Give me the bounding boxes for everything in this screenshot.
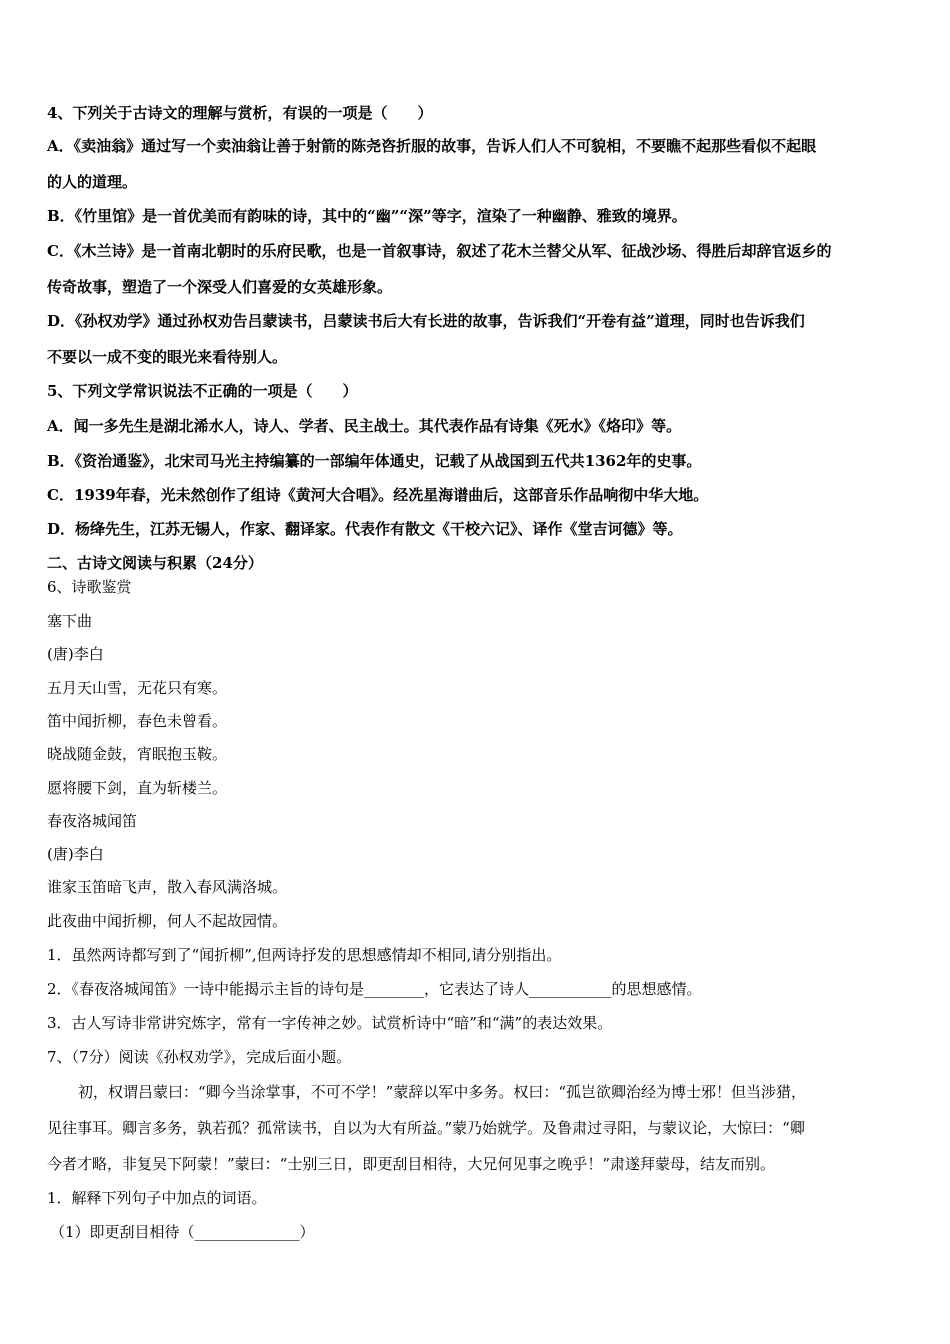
q4-option-b: B．《竹里馆》是一首优美而有韵味的诗，其中的“幽”“深”等字，渲染了一种幽静、雅致的境界。 bbox=[47, 207, 687, 225]
q5-option-b: B．《资治通鉴》，北宋司马光主持编纂的一部编年体通史，记载了从战国到五代共1362年的史事。 bbox=[47, 452, 702, 470]
q4-option-d-line1: D．《孙权劝学》通过孙权劝告吕蒙读书，吕蒙读书后大有长进的故事，告诉我们“开卷有益”道理，同时也告诉我们 bbox=[47, 312, 805, 330]
poem1-line-3: 晓战随金鼓，宵眠抱玉鞍。 bbox=[47, 745, 228, 763]
q6-stem: 6、诗歌鉴赏 bbox=[47, 578, 132, 596]
q7-passage-line-3: 今者才略，非复吴下阿蒙！”蒙曰：“士别三日，即更刮目相待，大兄何见事之晚乎！”肃遂拜蒙母，结友而别。 bbox=[47, 1155, 776, 1173]
q4-option-a-line2: 的人的道理。 bbox=[47, 173, 138, 191]
q5-option-d: D．杨绛先生，江苏无锡人，作家、翻译家。代表作有散文《干校六记》、译作《堂吉诃德》等。 bbox=[47, 520, 683, 538]
q7-stem: 7、（7分）阅读《孙权劝学》，完成后面小题。 bbox=[47, 1048, 352, 1066]
q5-option-a: A．闻一多先生是湖北浠水人，诗人、学者、民主战士。其代表作品有诗集《死水》《烙印》等。 bbox=[47, 417, 682, 435]
poem1-line-2: 笛中闻折柳，春色未曾看。 bbox=[47, 712, 228, 730]
poem2-line-1: 谁家玉笛暗飞声，散入春风满洛城。 bbox=[47, 878, 288, 896]
q4-stem: 4、下列关于古诗文的理解与赏析，有误的一项是（ ） bbox=[47, 104, 433, 122]
poem1-line-4: 愿将腰下剑，直为斩楼兰。 bbox=[47, 779, 228, 797]
q6-subquestion-2: 2．《春夜洛城闻笛》一诗中能揭示主旨的诗句是________，它表达了诗人___________的思想感情。 bbox=[47, 980, 702, 998]
q7-subquestion-1-item-1: （1）即更刮目相待（______________） bbox=[50, 1223, 315, 1241]
q4-option-c-line1: C．《木兰诗》是一首南北朝时的乐府民歌，也是一首叙事诗，叙述了花木兰替父从军、征战沙场、得胜后却辞官返乡的 bbox=[47, 242, 832, 260]
section-2-heading: 二、古诗文阅读与积累（24分） bbox=[47, 554, 263, 572]
q4-option-d-line2: 不要以一成不变的眼光来看待别人。 bbox=[47, 348, 288, 366]
q5-stem: 5、下列文学常识说法不正确的一项是（ ） bbox=[47, 382, 358, 400]
q7-subquestion-1: 1．解释下列句子中加点的词语。 bbox=[47, 1189, 267, 1207]
q4-option-a-line1: A．《卖油翁》通过写一个卖油翁让善于射箭的陈尧咨折服的故事，告诉人们人不可貌相，不要瞧不起那些看似不起眼 bbox=[47, 137, 817, 155]
poem2-title: 春夜洛城闻笛 bbox=[47, 812, 138, 830]
poem1-line-1: 五月天山雪，无花只有寒。 bbox=[47, 679, 228, 697]
q5-option-c: C．1939年春，光未然创作了组诗《黄河大合唱》。经冼星海谱曲后，这部音乐作品响彻中华大地。 bbox=[47, 486, 709, 504]
q4-option-c-line2: 传奇故事，塑造了一个深受人们喜爱的女英雄形象。 bbox=[47, 278, 393, 296]
q7-passage-line-2: 见往事耳。卿言多务，孰若孤？孤常读书，自以为大有所益。”蒙乃始就学。及鲁肃过寻阳，与蒙议论，大惊曰：“卿 bbox=[47, 1119, 805, 1137]
q6-subquestion-1: 1．虽然两诗都写到了“闻折柳”,但两诗抒发的思想感情却不相同,请分别指出。 bbox=[47, 946, 562, 964]
poem2-author: (唐)李白 bbox=[47, 845, 104, 863]
poem2-line-2: 此夜曲中闻折柳，何人不起故园情。 bbox=[47, 912, 288, 930]
q6-subquestion-3: 3．古人写诗非常讲究炼字，常有一字传神之妙。试赏析诗中“暗”和“满”的表达效果。 bbox=[47, 1014, 613, 1032]
poem1-title: 塞下曲 bbox=[47, 612, 93, 630]
q7-passage-line-1: 初，权谓吕蒙曰：“卿今当涂掌事，不可不学！”蒙辞以军中多务。权曰：“孤岂欲卿治经为博士邪！但当涉猎， bbox=[78, 1083, 807, 1101]
poem1-author: (唐)李白 bbox=[47, 645, 104, 663]
